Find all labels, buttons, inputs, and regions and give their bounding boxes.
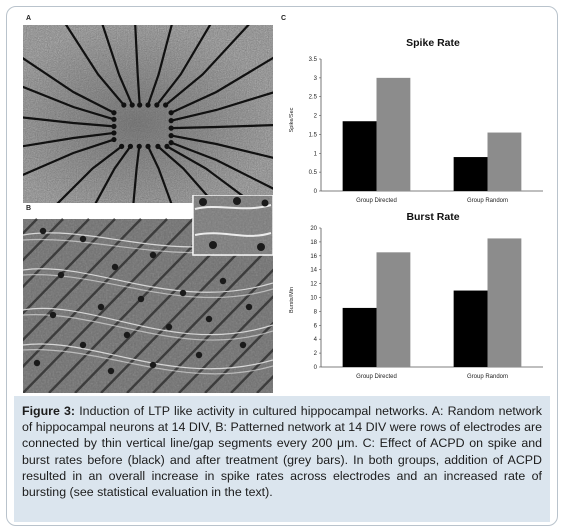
burst-rate-categories (356, 374, 508, 380)
burst-bar-before-1 (454, 291, 488, 367)
y-tick-label: 6 (313, 323, 317, 330)
panel-c-label: C (281, 15, 287, 22)
spike-bar-before-0 (343, 121, 377, 191)
spike-bar-after-1 (488, 133, 522, 191)
spike-bar-before-1 (454, 157, 488, 191)
y-tick-label: 14 (310, 267, 317, 274)
category-label: Group Random (466, 198, 509, 204)
burst-rate-bars (343, 238, 522, 367)
figure-panels (13, 12, 551, 394)
y-tick-label: 0 (313, 189, 317, 195)
spike-bar-after-0 (377, 78, 411, 191)
category-label: Group Directed (356, 198, 397, 204)
panel-a-label: A (26, 15, 32, 22)
y-tick-label: 16 (310, 253, 317, 260)
burst-rate-ylabel: Bursts/Min (289, 287, 295, 313)
y-tick-label: 2 (313, 113, 317, 120)
burst-bar-after-0 (377, 252, 411, 367)
spike-rate-ylabel: Spike/Sec (289, 107, 295, 133)
y-tick-label: 18 (310, 239, 317, 246)
y-tick-label: 12 (310, 281, 317, 288)
burst-bar-before-0 (343, 308, 377, 367)
spike-rate-title: Spike Rate (406, 37, 460, 49)
category-label: Group Directed (356, 374, 397, 380)
spike-rate-y-ticks (309, 57, 321, 195)
y-tick-label: 3.5 (308, 57, 317, 63)
burst-rate-chart (281, 208, 549, 394)
y-tick-label: 1 (313, 151, 317, 158)
burst-rate-y-ticks (310, 226, 321, 371)
panel-b-label: B (26, 205, 32, 212)
figure-caption (14, 396, 550, 522)
panel-b-inset (193, 195, 273, 255)
panel-b-micrograph (23, 195, 273, 393)
y-tick-label: 4 (313, 337, 317, 344)
caption-label: Figure 3: (22, 404, 76, 418)
y-tick-label: 2 (313, 351, 317, 358)
spike-rate-bars (343, 78, 522, 191)
y-tick-label: 0 (313, 365, 317, 371)
panel-a-micrograph (23, 25, 273, 203)
burst-bar-after-1 (488, 238, 522, 367)
y-tick-label: 20 (310, 226, 317, 232)
category-label: Group Random (466, 374, 509, 380)
burst-rate-title: Burst Rate (406, 211, 460, 223)
y-tick-label: 8 (313, 309, 317, 316)
spike-rate-chart (281, 28, 549, 208)
y-tick-label: 10 (310, 295, 317, 302)
y-tick-label: 0.5 (308, 170, 317, 177)
y-tick-label: 2.5 (308, 94, 317, 101)
spike-rate-categories (356, 198, 508, 204)
caption-text: Induction of LTP like activity in cultured hippocampal networks. A: Random network of hippocampal neurons at 14 DIV, B: Patterned network at 14 DIV were rows of electrodes are connected by thin vertical line/gap segments every 200 μm. C: Effect of ACPD on spike and burst rates before (black) and after treatment (grey bars). In both groups, addition of ACPD resulted in an overall increase in spike rates across electrodes and an increased rate of bursting (see statistical evaluation in the text). (22, 404, 542, 500)
y-tick-label: 3 (313, 75, 317, 82)
y-tick-label: 1.5 (308, 132, 317, 139)
